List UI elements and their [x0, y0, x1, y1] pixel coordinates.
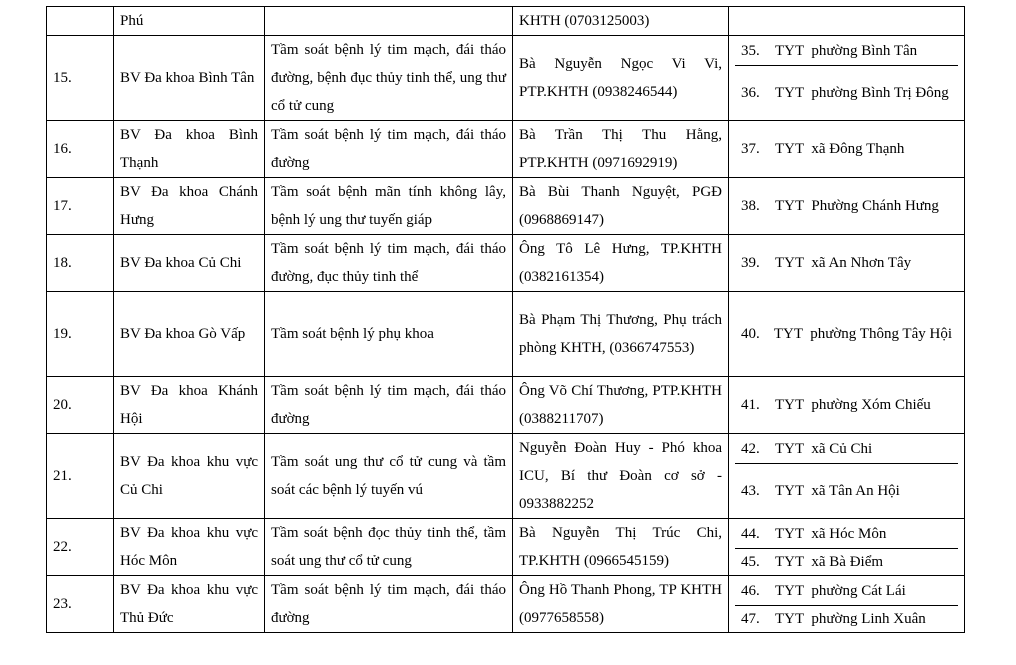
- stt-cell: 21.: [47, 434, 114, 519]
- contact-cell: Ông Võ Chí Thương, PTP.KHTH (0388211707): [513, 377, 729, 434]
- contact-cell: Bà Nguyễn Ngọc Vi Vi, PTP.KHTH (0938246544): [513, 36, 729, 121]
- contact-cell: Bà Bùi Thanh Nguyệt, PGĐ (0968869147): [513, 178, 729, 235]
- stt-cell: 19.: [47, 292, 114, 377]
- contact-cell: Bà Phạm Thị Thương, Phụ trách phòng KHTH, (0366747553): [513, 292, 729, 377]
- table-row-continued: [47, 7, 965, 36]
- hospital-screening-table: [46, 6, 965, 633]
- stt-cell: 23.: [47, 576, 114, 633]
- station-number: 41.: [741, 397, 760, 413]
- station-name: TYT xã Hóc Môn: [775, 525, 887, 542]
- station-item: [735, 435, 958, 463]
- station-cell: [729, 36, 965, 121]
- program-cell: [265, 7, 513, 36]
- table-row: [47, 121, 965, 178]
- station-cell: [729, 519, 965, 576]
- station-number: 47.: [741, 610, 760, 627]
- program-cell: Tầm soát bệnh lý phụ khoa: [265, 292, 513, 377]
- station-name: TYT xã Củ Chi: [775, 440, 873, 457]
- program-cell: Tầm soát bệnh lý tim mạch, đái tháo đường, bệnh đục thủy tinh thể, ung thư cổ tử cung: [265, 36, 513, 121]
- table-row: [47, 36, 965, 121]
- table-row: [47, 178, 965, 235]
- station-cell: [729, 434, 965, 519]
- hospital-cell: BV Đa khoa Chánh Hưng: [114, 178, 265, 235]
- program-cell: Tầm soát bệnh mãn tính không lây, bệnh lý ung thư tuyến giáp: [265, 178, 513, 235]
- station-cell: [729, 377, 965, 434]
- station-cell: [729, 292, 965, 377]
- table-row: [47, 434, 965, 519]
- stt-cell: [47, 7, 114, 36]
- program-cell: Tầm soát bệnh lý tim mạch, đái tháo đường, đục thủy tinh thể: [265, 235, 513, 292]
- station-number: 40.: [741, 326, 760, 342]
- contact-cell: Bà Nguyễn Thị Trúc Chi, TP.KHTH (0966545159): [513, 519, 729, 576]
- station-name: TYT xã Bà Điểm: [775, 553, 884, 570]
- station-number: 46.: [741, 582, 760, 599]
- station-item: [735, 605, 958, 632]
- station-number: 45.: [741, 553, 760, 570]
- station-number: 37.: [741, 141, 760, 157]
- stt-cell: 17.: [47, 178, 114, 235]
- hospital-cell: BV Đa khoa Gò Vấp: [114, 292, 265, 377]
- station-name: TYT xã An Nhơn Tây: [775, 255, 912, 271]
- stt-cell: 15.: [47, 36, 114, 121]
- stt-cell: 22.: [47, 519, 114, 576]
- hospital-cell: BV Đa khoa khu vực Thủ Đức: [114, 576, 265, 633]
- station-name: TYT phường Xóm Chiếu: [775, 397, 931, 413]
- station-item: [735, 121, 958, 177]
- station-name: TYT phường Linh Xuân: [775, 610, 926, 627]
- station-item: [735, 520, 958, 548]
- station-number: 39.: [741, 255, 760, 271]
- stt-cell: 20.: [47, 377, 114, 434]
- station-cell: [729, 121, 965, 178]
- station-item: [735, 178, 958, 234]
- station-cell: [729, 235, 965, 292]
- station-item: [735, 292, 958, 376]
- station-cell: [729, 7, 965, 36]
- station-number: 36.: [741, 84, 760, 101]
- table-row: [47, 235, 965, 292]
- table-body: [47, 7, 965, 633]
- hospital-cell: BV Đa khoa Khánh Hội: [114, 377, 265, 434]
- hospital-cell: BV Đa khoa khu vực Củ Chi: [114, 434, 265, 519]
- stt-cell: 18.: [47, 235, 114, 292]
- station-number: 38.: [741, 198, 760, 214]
- hospital-cell: Phú: [114, 7, 265, 36]
- table-row: [47, 576, 965, 633]
- station-number: 44.: [741, 525, 760, 542]
- program-cell: Tầm soát bệnh lý tim mạch, đái tháo đường: [265, 576, 513, 633]
- hospital-cell: BV Đa khoa Bình Thạnh: [114, 121, 265, 178]
- station-name: TYT xã Tân An Hội: [775, 482, 900, 499]
- table-row: [47, 377, 965, 434]
- station-item: [735, 548, 958, 575]
- station-number: 35.: [741, 42, 760, 59]
- contact-cell: Ông Tô Lê Hưng, TP.KHTH (0382161354): [513, 235, 729, 292]
- station-item: [735, 577, 958, 605]
- table-row: [47, 292, 965, 377]
- contact-cell: Nguyễn Đoàn Huy - Phó khoa ICU, Bí thư Đoàn cơ sở - 0933882252: [513, 434, 729, 519]
- program-cell: Tầm soát bệnh lý tim mạch, đái tháo đường: [265, 377, 513, 434]
- contact-cell: Bà Trần Thị Thu Hằng, PTP.KHTH (0971692919): [513, 121, 729, 178]
- hospital-cell: BV Đa khoa Củ Chi: [114, 235, 265, 292]
- program-cell: Tầm soát bệnh đọc thủy tinh thể, tầm soát ung thư cổ tử cung: [265, 519, 513, 576]
- station-cell: [729, 178, 965, 235]
- station-name: TYT phường Thông Tây Hội: [773, 326, 952, 342]
- station-item: [735, 37, 958, 65]
- station-name: TYT phường Cát Lái: [775, 582, 906, 599]
- hospital-cell: BV Đa khoa Bình Tân: [114, 36, 265, 121]
- station-name: TYT xã Đông Thạnh: [775, 141, 905, 157]
- hospital-cell: BV Đa khoa khu vực Hóc Môn: [114, 519, 265, 576]
- station-name: TYT phường Bình Tân: [775, 42, 918, 59]
- station-item: [735, 65, 958, 120]
- table-row: [47, 519, 965, 576]
- station-name: TYT Phường Chánh Hưng: [775, 198, 939, 214]
- station-number: 42.: [741, 440, 760, 457]
- station-item: [735, 463, 958, 518]
- station-name: TYT phường Bình Trị Đông: [775, 84, 949, 101]
- station-number: 43.: [741, 482, 760, 499]
- program-cell: Tầm soát ung thư cổ tử cung và tầm soát các bệnh lý tuyến vú: [265, 434, 513, 519]
- contact-cell: KHTH (0703125003): [513, 7, 729, 36]
- station-cell: [729, 576, 965, 633]
- station-item: [735, 377, 958, 433]
- station-item: [735, 235, 958, 291]
- contact-cell: Ông Hồ Thanh Phong, TP KHTH (0977658558): [513, 576, 729, 633]
- stt-cell: 16.: [47, 121, 114, 178]
- program-cell: Tầm soát bệnh lý tim mạch, đái tháo đường: [265, 121, 513, 178]
